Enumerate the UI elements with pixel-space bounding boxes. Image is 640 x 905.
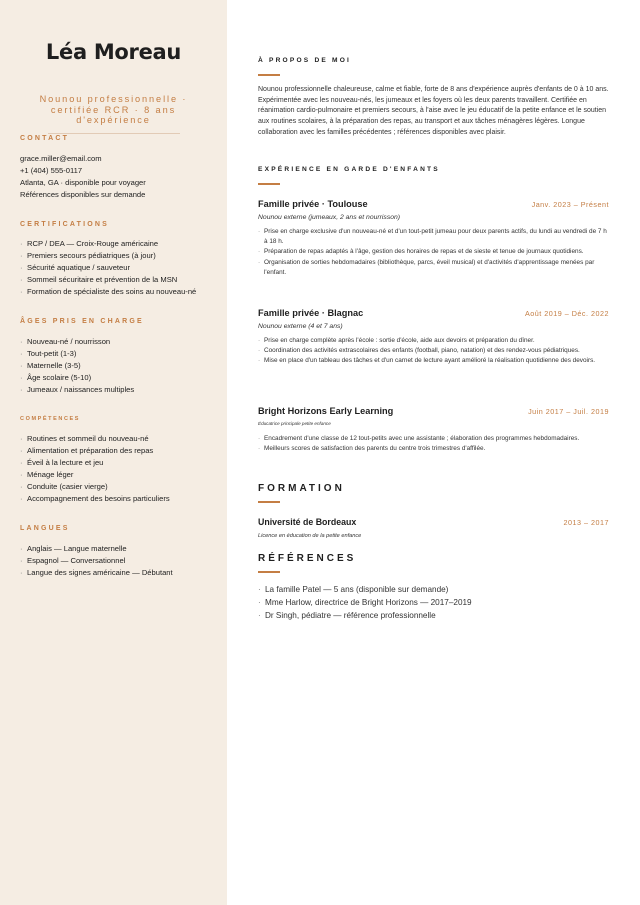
job-date: Janv. 2023 – Présent (531, 200, 609, 209)
references-list (258, 583, 609, 622)
list-item: · Meilleurs scores de satisfaction des parents du centre trois trimestres d'affilée. (258, 444, 609, 454)
list-item: · Prise en charge exclusive d'un nouveau-né et d'un tout-petit jumeau pour deux parents actifs, du lundi au vendredi de 7 h à 18 h. (258, 227, 609, 247)
job-role: Nounou externe (4 et 7 ans) (258, 323, 343, 330)
list-item: · Jumeaux / naissances multiples (20, 384, 220, 396)
list-item: · Sécurité aquatique / sauveteur (20, 262, 220, 274)
list-item: · Dr Singh, pédiatre — référence professionnelle (258, 609, 609, 622)
ages-list (20, 336, 220, 396)
job-header (258, 199, 609, 209)
skills-heading: COMPÉTENCES (20, 416, 81, 422)
list-item: · Langue des signes américaine — Débutant (20, 567, 220, 579)
job-entry (258, 406, 609, 454)
section-accent (258, 501, 280, 503)
list-item: · Coordination des activités extrascolaires des enfants (football, piano, natation) et des rendez-vous pédiatriques. (258, 346, 609, 356)
list-item: · Organisation de sorties hebdomadaires (bibliothèque, parcs, éveil musical) et d'activités d'apprentissage menées par l'enfant. (258, 258, 609, 278)
certifications-list (20, 238, 220, 298)
job-entry (258, 308, 609, 367)
contact-references: Références disponibles sur demande (20, 190, 146, 199)
list-item: · Ménage léger (20, 469, 220, 481)
about-heading: À PROPOS DE MOI (258, 57, 352, 64)
list-item: · Préparation de repas adaptés à l'âge, gestion des horaires de repas et de sieste et tenue de journaux quotidiens. (258, 247, 609, 257)
skills-list (20, 433, 220, 505)
education-entry (258, 517, 609, 539)
references-heading: RÉFÉRENCES (258, 553, 357, 564)
degree: Licence en éducation de la petite enfance (258, 533, 362, 539)
list-item: · Espagnol — Conversationnel (20, 555, 220, 567)
list-item: · RCP / DEA — Croix-Rouge américaine (20, 238, 220, 250)
job-entry (258, 199, 609, 278)
job-date: Juin 2017 – Juil. 2019 (528, 407, 609, 416)
list-item: · Encadrement d'une classe de 12 tout-petits avec une assistante ; élaboration des programmes hebdomadaires. (258, 434, 609, 444)
job-bullets (258, 336, 609, 367)
list-item: · Mise en place d'un tableau des tâches et d'un carnet de lecture ayant amélioré la réalisation quotidienne des devoirs. (258, 356, 609, 366)
school-name: Université de Bordeaux (258, 517, 357, 527)
contact-email[interactable]: grace.miller@email.com (20, 154, 102, 163)
tagline-divider (48, 133, 180, 134)
list-item: · Premiers secours pédiatriques (à jour) (20, 250, 220, 262)
education-heading: FORMATION (258, 483, 345, 494)
list-item: · Prise en charge complète après l'école : sortie d'école, aide aux devoirs et préparation du dîner. (258, 336, 609, 346)
ages-heading: ÂGES PRIS EN CHARGE (20, 318, 144, 325)
languages-list (20, 543, 220, 579)
tagline: Nounou professionnelle · certifiée RCR · 8 ans d'expérience (39, 94, 188, 125)
section-accent (258, 74, 280, 76)
contact-location: Atlanta, GA · disponible pour voyager (20, 178, 146, 187)
job-title: Bright Horizons Early Learning (258, 406, 394, 416)
education-date: 2013 – 2017 (563, 518, 609, 527)
education-header (258, 517, 609, 527)
section-accent (258, 571, 280, 573)
job-role: Nounou externe (jumeaux, 2 ans et nourrisson) (258, 214, 401, 221)
job-bullets (258, 434, 609, 454)
list-item: · Éveil à la lecture et jeu (20, 457, 220, 469)
contact-phone[interactable]: +1 (404) 555-0117 (20, 166, 83, 175)
contact-block (20, 153, 215, 201)
list-item: · Accompagnement des besoins particuliers (20, 493, 220, 505)
list-item: · Sommeil sécuritaire et prévention de la MSN (20, 274, 220, 286)
languages-heading: LANGUES (20, 525, 70, 532)
main-content (227, 0, 640, 905)
list-item: · Anglais — Langue maternelle (20, 543, 220, 555)
about-text: Nounou professionnelle chaleureuse, calme et fiable, forte de 8 ans d'expérience auprès d'enfants de 0 à 10 ans. Expérimentée avec les nouveau-nés, les jumeaux et les foyers où les deux parents travaillent. Certifiée en réanimation cardio-pulmonaire et premiers secours, à l'aise avec le jeu éducatif de la petite enfance et le soutien aux routines scolaires, à la préparation des repas, au transport et aux tâches ménagères légères. Longue collaboration avec les familles précédentes ; références disponibles avec plaisir. (258, 86, 609, 136)
job-header (258, 406, 609, 416)
job-role: Éducatrice principale petite enfance (258, 421, 331, 426)
list-item: · Âge scolaire (5-10) (20, 372, 220, 384)
list-item: · Mme Harlow, directrice de Bright Horizons — 2017–2019 (258, 596, 609, 609)
list-item: · Conduite (casier vierge) (20, 481, 220, 493)
list-item: · Alimentation et préparation des repas (20, 445, 220, 457)
job-title: Famille privée · Blagnac (258, 308, 364, 318)
section-accent (258, 183, 280, 185)
contact-heading: CONTACT (20, 135, 70, 142)
list-item: · Tout-petit (1-3) (20, 348, 220, 360)
candidate-name: Léa Moreau (45, 40, 182, 64)
list-item: · La famille Patel — 5 ans (disponible sur demande) (258, 583, 609, 596)
experience-heading: EXPÉRIENCE EN GARDE D'ENFANTS (258, 166, 440, 173)
sidebar (0, 0, 227, 905)
list-item: · Nouveau-né / nourrisson (20, 336, 220, 348)
list-item: · Maternelle (3-5) (20, 360, 220, 372)
job-bullets (258, 227, 609, 278)
job-header (258, 308, 609, 318)
job-date: Août 2019 – Déc. 2022 (524, 309, 609, 318)
list-item: · Routines et sommeil du nouveau-né (20, 433, 220, 445)
list-item: · Formation de spécialiste des soins au nouveau-né (20, 286, 220, 298)
job-title: Famille privée · Toulouse (258, 199, 368, 209)
certifications-heading: CERTIFICATIONS (20, 221, 110, 228)
